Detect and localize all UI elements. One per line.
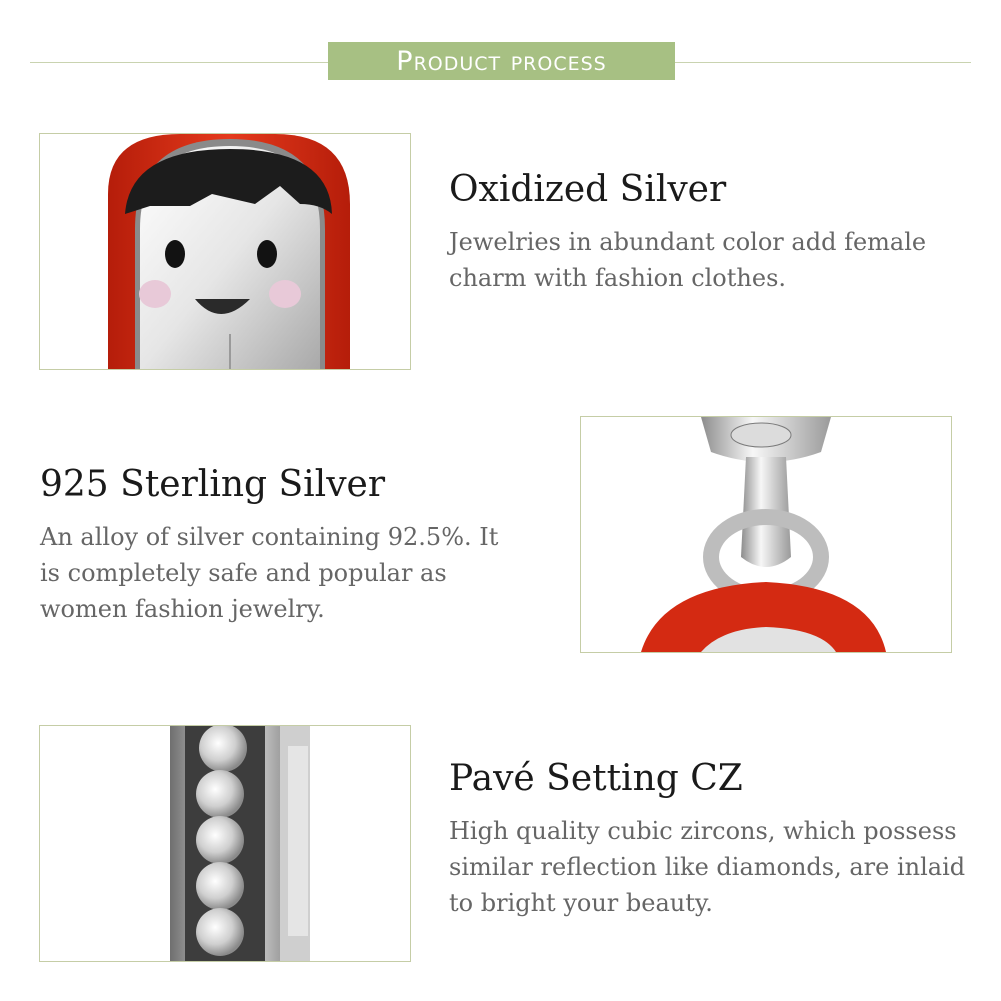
- charm-bail-photo: [580, 416, 952, 653]
- header-rule-right: [675, 62, 971, 63]
- section-oxidized-silver: [449, 168, 969, 296]
- section-description: Jewelries in abundant color add female charm with fashion clothes.: [449, 228, 927, 292]
- header-rule-left: [30, 62, 328, 63]
- header-banner: [328, 42, 675, 80]
- section-sterling-silver: [40, 463, 510, 627]
- pave-zirconia-ring-photo: [39, 725, 411, 962]
- section-title: Pavé Setting CZ: [449, 758, 743, 799]
- header-title: Product process: [396, 45, 607, 77]
- section-title: 925 Sterling Silver: [40, 464, 386, 505]
- section-pave-setting: [449, 757, 969, 921]
- section-description: High quality cubic zircons, which possess similar reflection like diamonds, are inlaid to bright your beauty.: [449, 817, 966, 917]
- section-description: An alloy of silver containing 92.5%. It is completely safe and popular as women fashion jewelry.: [40, 523, 499, 623]
- section-title: Oxidized Silver: [449, 169, 727, 210]
- doll-charm-face-photo: [39, 133, 411, 370]
